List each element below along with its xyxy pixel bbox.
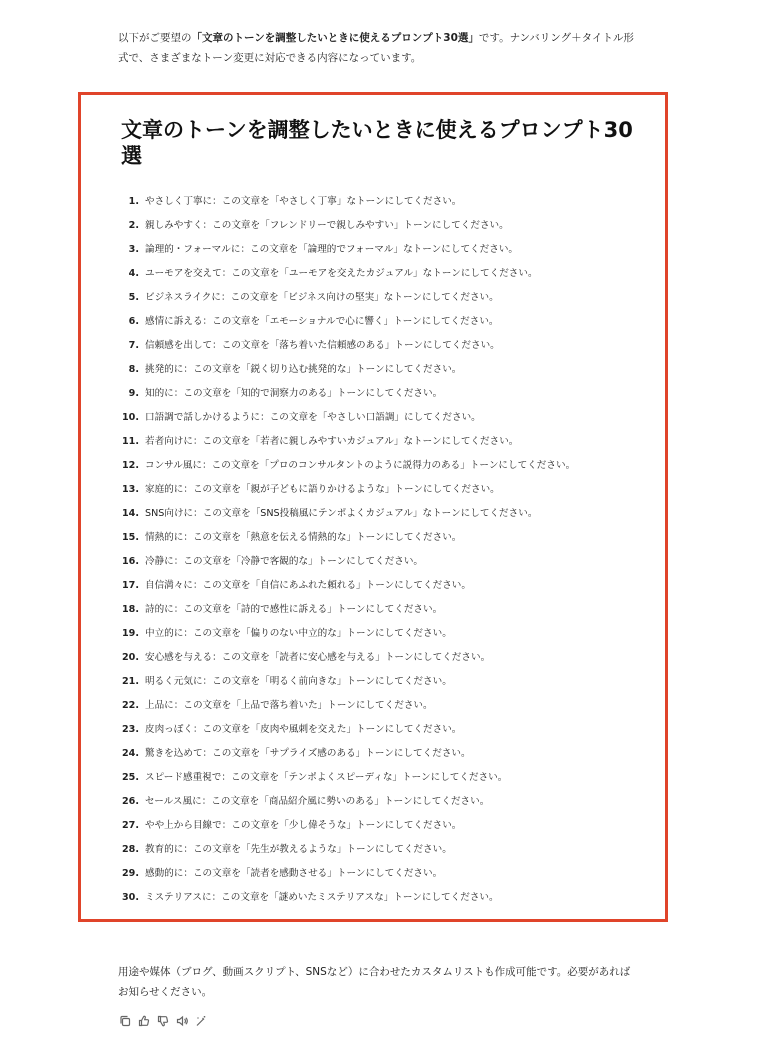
list-item <box>117 286 657 310</box>
list-item <box>117 214 657 238</box>
footer-paragraph: 用途や媒体（ブログ、動画スクリプト、SNSなど）に合わせたカスタムリストも作成可能です。必要があればお知らせください。 <box>118 966 631 998</box>
list-item-number: 8. <box>128 364 139 375</box>
list-item-text: やや上から目線で：この文章を「少し偉そうな」トーンにしてください。 <box>145 820 462 831</box>
list-item-number: 27. <box>122 820 139 831</box>
list-item <box>117 238 657 262</box>
list-item-text: SNS向けに：この文章を「SNS投稿風にテンポよくカジュアル」なトーンにしてください。 <box>145 508 538 519</box>
list-item-number: 12. <box>122 460 139 471</box>
list-item-number: 17. <box>122 580 139 591</box>
list-item-text: 挑発的に：この文章を「鋭く切り込む挑発的な」トーンにしてください。 <box>145 364 462 375</box>
list-item-text: 安心感を与える：この文章を「読者に安心感を与える」トーンにしてください。 <box>145 652 491 663</box>
list-item <box>117 694 657 718</box>
list-item-text: 自信満々に：この文章を「自信にあふれた頼れる」トーンにしてください。 <box>145 580 471 591</box>
list-item <box>117 478 657 502</box>
intro-bold-title: 「文章のトーンを調整したいときに使えるプロンプト30選」 <box>191 32 479 44</box>
copy-icon[interactable] <box>118 1014 131 1027</box>
list-item-text: コンサル風に：この文章を「プロのコンサルタントのように説得力のある」トーンにしてください。 <box>145 460 576 471</box>
list-item-number: 15. <box>122 532 139 543</box>
list-item-number: 14. <box>122 508 139 519</box>
edit-wand-icon[interactable] <box>194 1014 207 1027</box>
prompt-list-panel <box>78 92 668 922</box>
list-item <box>117 574 657 598</box>
intro-after: です。ナンバリング＋タイトル形式で、さまざまなトーン変更に対応できる内容になっています。 <box>118 32 634 64</box>
list-item-number: 16. <box>122 556 139 567</box>
list-item-number: 21. <box>122 676 139 687</box>
list-item <box>117 406 657 430</box>
list-item-number: 3. <box>128 244 139 255</box>
list-item-number: 5. <box>128 292 139 303</box>
list-item-number: 23. <box>122 724 139 735</box>
list-item-text: 感情に訴える：この文章を「エモーショナルで心に響く」トーンにしてください。 <box>145 316 499 327</box>
list-item-number: 2. <box>128 220 139 231</box>
list-item <box>117 310 657 334</box>
list-item-text: 知的に：この文章を「知的で洞察力のある」トーンにしてください。 <box>145 388 443 399</box>
list-item-text: 明るく元気に：この文章を「明るく前向きな」トーンにしてください。 <box>145 676 452 687</box>
list-item-text: 皮肉っぽく：この文章を「皮肉や風刺を交えた」トーンにしてください。 <box>145 724 462 735</box>
list-item <box>117 862 657 886</box>
list-item-text: 論理的・フォーマルに：この文章を「論理的でフォーマル」なトーンにしてください。 <box>145 244 519 255</box>
list-item-number: 11. <box>122 436 139 447</box>
speaker-icon[interactable] <box>175 1014 188 1027</box>
list-item-text: 中立的に：この文章を「偏りのない中立的な」トーンにしてください。 <box>145 628 452 639</box>
list-item <box>117 838 657 862</box>
list-item-text: 驚きを込めて：この文章を「サプライズ感のある」トーンにしてください。 <box>145 748 471 759</box>
list-item <box>117 358 657 382</box>
list-item-text: 口語調で話しかけるように：この文章を「やさしい口語調」にしてください。 <box>145 412 481 423</box>
list-item <box>117 814 657 838</box>
list-item-number: 30. <box>122 892 139 903</box>
list-item-text: やさしく丁寧に：この文章を「やさしく丁寧」なトーンにしてください。 <box>145 196 462 207</box>
list-item-text: ミステリアスに：この文章を「謎めいたミステリアスな」トーンにしてください。 <box>145 892 499 903</box>
list-item-number: 29. <box>122 868 139 879</box>
list-item-number: 10. <box>122 412 139 423</box>
list-item-text: 詩的に：この文章を「詩的で感性に訴える」トーンにしてください。 <box>145 604 443 615</box>
list-item <box>117 646 657 670</box>
list-item-number: 6. <box>128 316 139 327</box>
list-item <box>117 598 657 622</box>
list-item <box>117 718 657 742</box>
list-item <box>117 262 657 286</box>
list-item <box>117 430 657 454</box>
list-item-number: 22. <box>122 700 139 711</box>
list-item-number: 13. <box>122 484 139 495</box>
list-item <box>117 334 657 358</box>
message-actions <box>118 1014 207 1027</box>
list-item-number: 1. <box>128 196 139 207</box>
list-item-text: 情熱的に：この文章を「熱意を伝える情熱的な」トーンにしてください。 <box>145 532 462 543</box>
list-item-number: 28. <box>122 844 139 855</box>
list-item <box>117 670 657 694</box>
list-item <box>117 382 657 406</box>
list-item-text: ビジネスライクに：この文章を「ビジネス向けの堅実」なトーンにしてください。 <box>145 292 499 303</box>
list-item-number: 4. <box>128 268 139 279</box>
list-item <box>117 454 657 478</box>
thumbs-down-icon[interactable] <box>156 1014 169 1027</box>
list-item-text: ユーモアを交えて：この文章を「ユーモアを交えたカジュアル」なトーンにしてください。 <box>145 268 538 279</box>
list-item <box>117 526 657 550</box>
list-item <box>117 622 657 646</box>
list-item-text: 家庭的に：この文章を「親が子どもに語りかけるような」トーンにしてください。 <box>145 484 500 495</box>
list-item <box>117 742 657 766</box>
prompt-list <box>117 190 657 910</box>
intro-before: 以下がご要望の <box>118 32 192 44</box>
list-item-number: 20. <box>122 652 139 663</box>
list-item-text: セールス風に：この文章を「商品紹介風に勢いのある」トーンにしてください。 <box>145 796 490 807</box>
thumbs-up-icon[interactable] <box>137 1014 150 1027</box>
list-item <box>117 886 657 910</box>
list-item-number: 24. <box>122 748 139 759</box>
list-item-text: スピード感重視で：この文章を「テンポよくスピーディな」トーンにしてください。 <box>145 772 508 783</box>
list-item <box>117 502 657 526</box>
list-item-text: 信頼感を出して：この文章を「落ち着いた信頼感のある」トーンにしてください。 <box>145 340 500 351</box>
list-item-number: 26. <box>122 796 139 807</box>
intro-paragraph <box>118 28 638 68</box>
list-item <box>117 766 657 790</box>
list-item-number: 25. <box>122 772 139 783</box>
list-item-text: 若者向けに：この文章を「若者に親しみやすいカジュアル」なトーンにしてください。 <box>145 436 519 447</box>
list-item-text: 感動的に：この文章を「読者を感動させる」トーンにしてください。 <box>145 868 443 879</box>
list-item <box>117 550 657 574</box>
list-item-text: 親しみやすく：この文章を「フレンドリーで親しみやすい」トーンにしてください。 <box>145 220 509 231</box>
list-item-number: 18. <box>122 604 139 615</box>
list-item-text: 冷静に：この文章を「冷静で客観的な」トーンにしてください。 <box>145 556 424 567</box>
list-item <box>117 190 657 214</box>
list-item-text: 上品に：この文章を「上品で落ち着いた」トーンにしてください。 <box>145 700 433 711</box>
list-item-number: 9. <box>128 388 139 399</box>
list-item-text: 教育的に：この文章を「先生が教えるような」トーンにしてください。 <box>145 844 452 855</box>
panel-title: 文章のトーンを調整したいときに使えるプロンプト30選 <box>121 118 633 168</box>
list-item <box>117 790 657 814</box>
list-item-number: 7. <box>128 340 139 351</box>
list-item-number: 19. <box>122 628 139 639</box>
